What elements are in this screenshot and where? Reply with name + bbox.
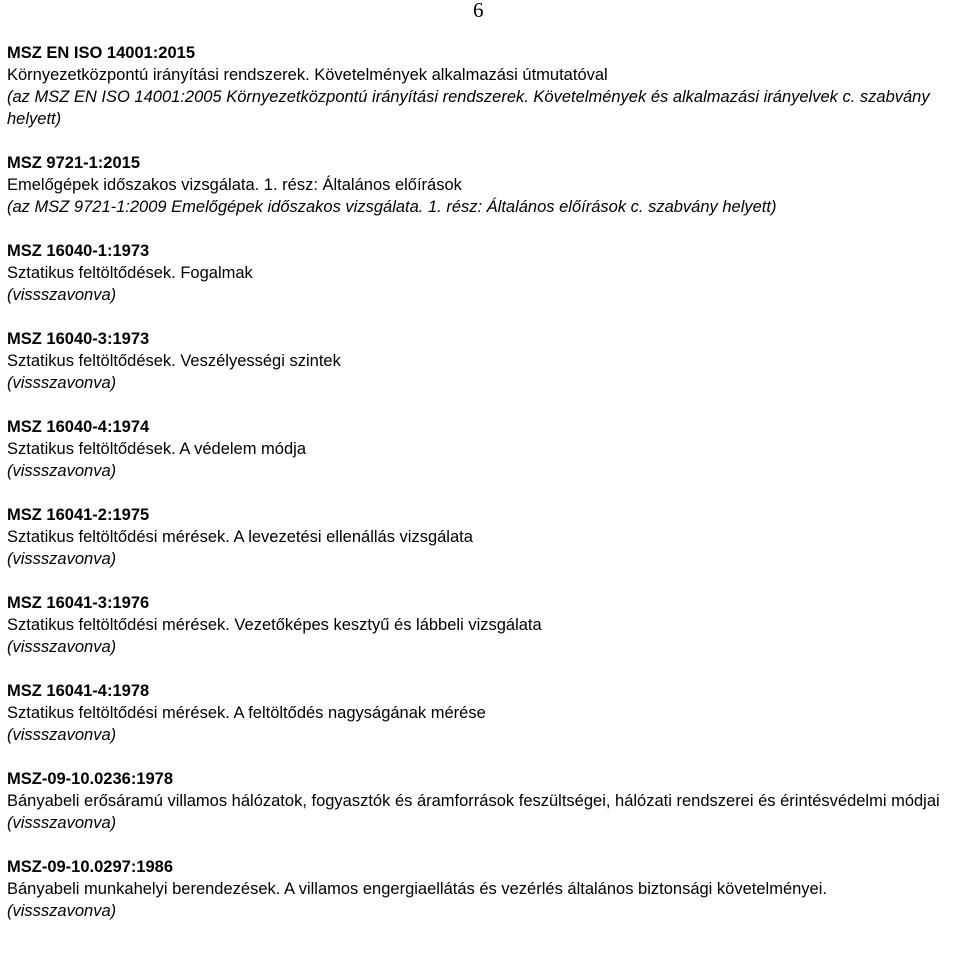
standard-note: (az MSZ EN ISO 14001:2005 Környezetközpontú irányítási rendszerek. Követelmények és alkalmazási irányelvek c. szabvány helyett) [7, 88, 930, 128]
standard-entry [7, 768, 947, 834]
standard-entry [7, 42, 947, 130]
standard-title: Környezetközpontú irányítási rendszerek. Követelmények alkalmazási útmutatóval [7, 66, 608, 84]
standard-title: Sztatikus feltöltődési mérések. A feltöltődés nagyságának mérése [7, 704, 486, 722]
standard-code: MSZ 16040-3:1973 [7, 330, 150, 348]
standard-code: MSZ-09-10.0236:1978 [7, 770, 174, 788]
standard-entry [7, 856, 947, 922]
standard-title: Sztatikus feltöltődési mérések. A levezetési ellenállás vizsgálata [7, 528, 473, 546]
standard-code: MSZ 9721-1:2015 [7, 154, 140, 172]
withdrawn-note: (vissszavonva) [7, 550, 117, 568]
standard-title: Bányabeli erősáramú villamos hálózatok, fogyasztók és áramforrások feszültségei, hálózati rendszerei és érintésvédelmi módjai [7, 792, 940, 810]
standard-code: MSZ EN ISO 14001:2015 [7, 44, 196, 62]
standard-note: (az MSZ 9721-1:2009 Emelőgépek időszakos vizsgálata. 1. rész: Általános előírások c. szabvány helyett) [7, 198, 777, 216]
standard-entry [7, 328, 947, 394]
standard-code: MSZ 16040-4:1974 [7, 418, 150, 436]
withdrawn-note: (vissszavonva) [7, 726, 117, 744]
page-number: 6 [473, 0, 484, 22]
standard-title: Emelőgépek időszakos vizsgálata. 1. rész: Általános előírások [7, 176, 462, 194]
standard-title: Sztatikus feltöltődések. Fogalmak [7, 264, 253, 282]
standard-code: MSZ 16041-2:1975 [7, 506, 150, 524]
withdrawn-note: (vissszavonva) [7, 638, 117, 656]
standard-entry [7, 504, 947, 570]
withdrawn-note: (vissszavonva) [7, 286, 117, 304]
standard-entry [7, 416, 947, 482]
standard-code: MSZ 16041-3:1976 [7, 594, 150, 612]
withdrawn-note: (vissszavonva) [7, 814, 117, 832]
standard-code: MSZ 16041-4:1978 [7, 682, 150, 700]
standard-entry [7, 592, 947, 658]
standards-list [7, 42, 947, 944]
withdrawn-note: (vissszavonva) [7, 902, 117, 920]
standard-entry [7, 680, 947, 746]
standard-entry [7, 152, 947, 218]
standard-code: MSZ-09-10.0297:1986 [7, 858, 174, 876]
standard-title: Sztatikus feltöltődések. Veszélyességi szintek [7, 352, 341, 370]
standard-entry [7, 240, 947, 306]
withdrawn-note: (vissszavonva) [7, 374, 117, 392]
standard-title: Sztatikus feltöltődések. A védelem módja [7, 440, 306, 458]
withdrawn-note: (vissszavonva) [7, 462, 117, 480]
standard-code: MSZ 16040-1:1973 [7, 242, 150, 260]
standard-title: Bányabeli munkahelyi berendezések. A villamos engergiaellátás és vezérlés általános biztonsági követelményei. [7, 880, 827, 898]
standard-title: Sztatikus feltöltődési mérések. Vezetőképes kesztyű és lábbeli vizsgálata [7, 616, 542, 634]
